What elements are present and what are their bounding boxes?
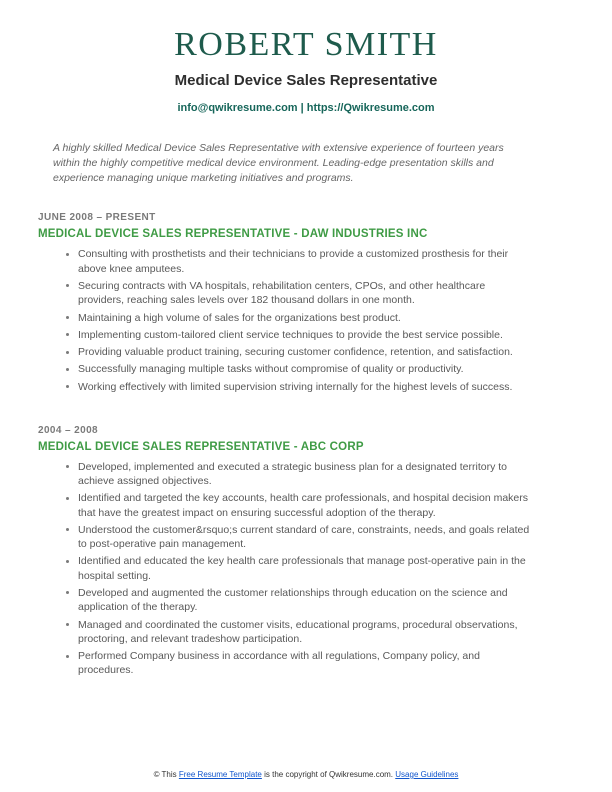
experience-bullet: Securing contracts with VA hospitals, rehabilitation centers, CPOs, and other healthcare providers, reaching sales levels over 182 thousand dollars in one month. — [78, 279, 530, 308]
experience-bullet: Identified and educated the key health care professionals that manage post-operative pain in the hospital setting. — [78, 554, 530, 583]
experience-bullet: Providing valuable product training, securing customer confidence, retention, and satisfaction. — [78, 345, 530, 359]
email-link[interactable]: info@qwikresume.com — [177, 102, 298, 115]
experience-heading: MEDICAL DEVICE SALES REPRESENTATIVE - ABC CORP — [38, 440, 364, 453]
contact-line — [38, 102, 574, 114]
website-link[interactable]: https://Qwikresume.com — [306, 102, 435, 115]
experience-heading: MEDICAL DEVICE SALES REPRESENTATIVE - DAW INDUSTRIES INC — [38, 228, 428, 241]
resume-name: ROBERT SMITH — [174, 26, 438, 63]
experience-section-2 — [38, 425, 574, 678]
experience-bullet: Consulting with prosthetists and their technicians to provide a customized prosthesis for their above knee amputees. — [78, 247, 530, 276]
experience-bullet: Understood the customer&rsquo;s current standard of care, constraints, needs, and goals related to post-operative pain management. — [78, 523, 530, 551]
copyright-text: © This — [153, 770, 179, 779]
resume-title: Medical Device Sales Representative — [174, 72, 438, 90]
experience-bullet: Performed Company business in accordance with all regulations, Company policy, and procedures. — [78, 649, 530, 678]
experience-bullet: Maintaining a high volume of sales for the organizations best product. — [78, 311, 530, 325]
usage-guidelines-link[interactable]: Usage Guidelines — [395, 770, 459, 779]
experience-bullet: Managed and coordinated the customer visits, educational programs, procedural observations, proctoring, and relevant tradeshow participation. — [78, 618, 530, 647]
contact-separator: | — [297, 102, 307, 115]
experience-dates: JUNE 2008 – PRESENT — [38, 212, 156, 224]
experience-bullet-list — [38, 247, 574, 393]
summary-text: A highly skilled Medical Device Sales Representative with extensive experience of fourteen years within the highly competitive medical device environment. Leading-edge presentation skills and experience managing unique marketing initiatives and programs. — [53, 142, 504, 184]
experience-section-1 — [38, 212, 574, 393]
copyright-text: is the copyright of Qwikresume.com. — [261, 770, 396, 779]
experience-bullet-list — [38, 460, 574, 678]
experience-bullet: Developed and augmented the customer relationships through education on the science and application of the therapy. — [78, 586, 530, 615]
experience-bullet: Identified and targeted the key accounts, health care professionals, and hospital decision makers that have the greatest impact on ensuring successful adoption of the therapy. — [78, 492, 529, 519]
free-resume-template-link[interactable]: Free Resume Template — [178, 770, 262, 779]
experience-bullet: Successfully managing multiple tasks without compromise of quality or productivity. — [78, 362, 530, 376]
experience-bullet: Working effectively with limited supervision striving internally for the highest levels of success. — [78, 380, 530, 394]
experience-dates: 2004 – 2008 — [38, 424, 99, 436]
experience-bullet: Developed, implemented and executed a strategic business plan for a designated territory to achieve assigned objectives. — [78, 460, 530, 489]
experience-bullet: Implementing custom-tailored client service techniques to provide the best service possible. — [78, 328, 530, 342]
copyright-footer — [0, 770, 612, 779]
